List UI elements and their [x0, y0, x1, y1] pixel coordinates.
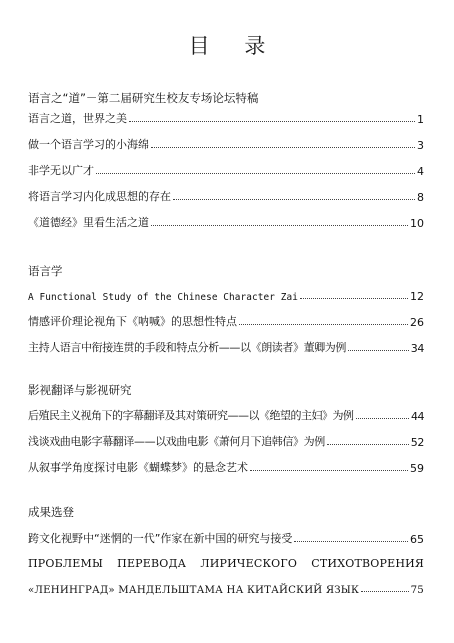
section-heading: 语言之“道”－第二届研究生校友专场论坛特稿 — [28, 91, 259, 105]
toc-entry[interactable] — [28, 337, 424, 355]
toc-entry[interactable] — [28, 311, 424, 329]
section-heading: 影视翻译与影视研究 — [28, 383, 132, 397]
toc-entry[interactable] — [28, 186, 424, 204]
entry-title: 情感评价理论视角下《呐喊》的思想性特点 — [28, 315, 237, 328]
entry-title-line1[interactable] — [28, 557, 424, 570]
leader-dots — [327, 443, 409, 445]
entry-title-line2: «ЛЕНИНГРАД» МАНДЕЛЬШТАМА НА КИТАЙСКИЙ ЯЗЫК — [28, 585, 360, 596]
toc-entry[interactable] — [28, 528, 424, 546]
entry-page: 3 — [417, 139, 424, 152]
toc-entry[interactable] — [28, 134, 424, 152]
ru-word: ЛИРИЧЕСКОГО — [200, 557, 298, 570]
leader-dots — [173, 198, 415, 200]
entry-title: 语言之道，世界之美 — [28, 112, 127, 125]
entry-page: 8 — [417, 191, 424, 204]
section-heading: 语言学 — [28, 264, 63, 278]
entry-page: 59 — [410, 462, 424, 475]
entry-title: 从叙事学角度探讨电影《蝴蝶梦》的悬念艺术 — [28, 461, 248, 474]
leader-dots — [300, 297, 408, 299]
entry-title: 浅谈戏曲电影字幕翻译——以戏曲电影《萧何月下追韩信》为例 — [28, 435, 325, 448]
leader-dots — [96, 172, 415, 174]
ru-word: СТИХОТВОРЕНИЯ — [311, 557, 424, 570]
entry-page: 26 — [410, 316, 424, 329]
toc-entry[interactable] — [28, 212, 424, 230]
leader-dots — [356, 417, 410, 419]
leader-dots — [129, 120, 415, 122]
leader-dots — [348, 349, 409, 351]
entry-page: 1 — [417, 113, 424, 126]
leader-dots — [151, 146, 415, 148]
toc-entry[interactable] — [28, 160, 424, 178]
leader-dots — [239, 323, 408, 325]
entry-page: 75 — [410, 585, 424, 596]
leader-dots — [294, 540, 408, 542]
entry-title: 将语言学习内化成思想的存在 — [28, 190, 171, 203]
entry-page: 12 — [410, 290, 424, 303]
toc-entry[interactable] — [28, 578, 424, 596]
entry-page: 65 — [410, 533, 424, 546]
leader-dots — [361, 590, 409, 592]
entry-title: 后殖民主义视角下的字幕翻译及其对策研究——以《绝望的主妇》为例 — [28, 409, 354, 422]
toc-entry[interactable] — [28, 285, 424, 303]
ru-word: ПЕРЕВОДА — [117, 557, 187, 570]
toc-entry[interactable] — [28, 108, 424, 126]
leader-dots — [250, 469, 408, 471]
entry-title: 主持人语言中衔接连贯的手段和特点分析——以《朗读者》董卿为例 — [28, 341, 346, 354]
entry-page: 34 — [410, 342, 424, 355]
toc-entry[interactable] — [28, 405, 424, 423]
entry-page: 52 — [410, 436, 424, 449]
entry-page: 44 — [411, 410, 424, 423]
toc-title: 目 录 — [188, 34, 280, 58]
entry-title: 跨文化视野中“迷惘的一代”作家在新中国的研究与接受 — [28, 532, 293, 545]
ru-word: ПРОБЛЕМЫ — [28, 557, 103, 570]
toc-entry[interactable] — [28, 431, 424, 449]
entry-title: A Functional Study of the Chinese Character Zai — [28, 292, 298, 303]
leader-dots — [151, 224, 408, 226]
entry-title: 做一个语言学习的小海绵 — [28, 138, 149, 151]
entry-page: 10 — [410, 217, 424, 230]
section-heading: 成果选登 — [28, 505, 74, 519]
entry-title: 《道德经》里看生活之道 — [28, 216, 149, 229]
entry-title: 非学无以广才 — [28, 164, 94, 177]
entry-page: 4 — [417, 165, 424, 178]
toc-entry[interactable] — [28, 457, 424, 475]
